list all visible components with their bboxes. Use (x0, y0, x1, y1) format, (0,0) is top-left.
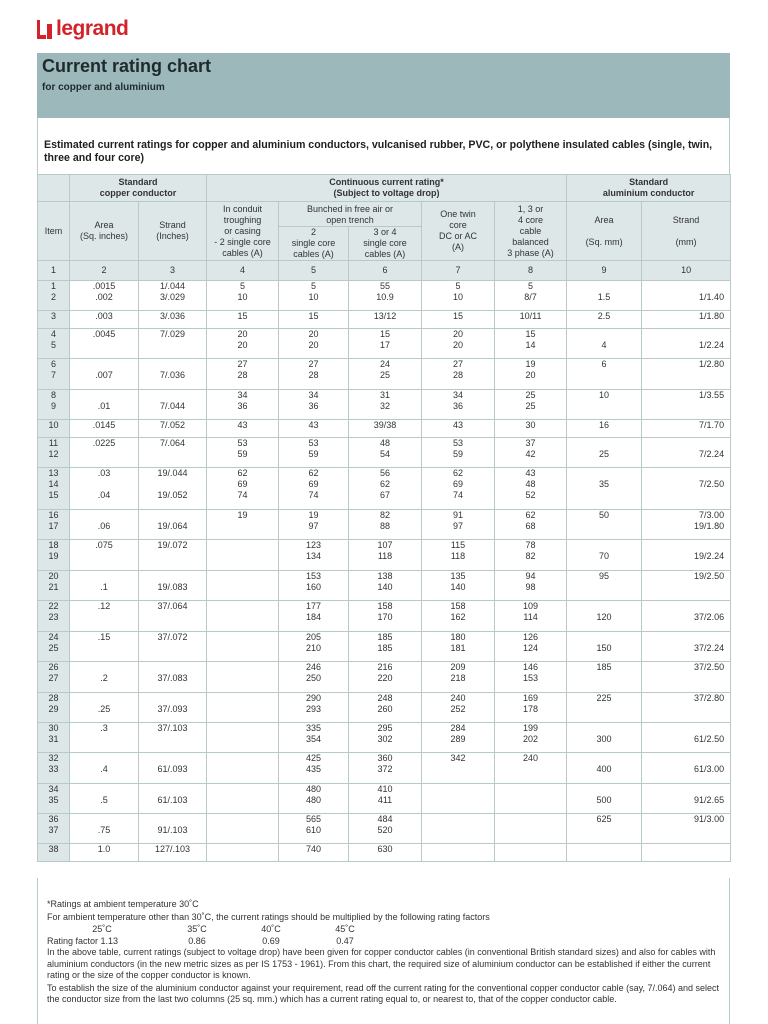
continuous-group-header: Continuous current rating* (Subject to voltage drop) (207, 175, 567, 202)
item-cell: 8 9 (38, 390, 70, 420)
area-cell: .01 (70, 390, 139, 420)
item-cell: 26 27 (38, 662, 70, 693)
item-cell: 24 25 (38, 632, 70, 662)
al-area-cell: 35 (567, 468, 642, 510)
rating-factor-label: Rating factor 1.13 (47, 935, 119, 946)
brand-name: legrand (56, 17, 129, 40)
table-row (38, 468, 731, 510)
bunched-34-cell: 55 10.9 (349, 281, 422, 311)
al-area-cell (567, 844, 642, 862)
table-row (38, 662, 731, 693)
area-cell: .5 (70, 784, 139, 814)
strand-cell: 61/.103 (139, 784, 207, 814)
area-cell: .0225 (70, 438, 139, 468)
bunched-34-cell: 31 32 (349, 390, 422, 420)
al-strand-cell: 19/2.24 (642, 540, 731, 571)
bunched-34-cell: 13/12 (349, 311, 422, 329)
table-row (38, 753, 731, 784)
conduit-cell: 53 59 (207, 438, 279, 468)
table-row (38, 601, 731, 632)
core-134-cell: 169 178 (495, 693, 567, 723)
core-134-cell (495, 784, 567, 814)
strand-cell: 61/.093 (139, 753, 207, 784)
factor-intro: For ambient temperature other than 30˚C, the current ratings should be multiplied by the following rating factors (47, 911, 490, 922)
factor-value: 0.47 (336, 935, 354, 946)
legrand-logo (37, 17, 128, 41)
bunched-34-cell: 82 88 (349, 510, 422, 540)
strand-cell: 37/.103 (139, 723, 207, 753)
conduit-cell: 27 28 (207, 359, 279, 390)
strand-cell: 7/.064 (139, 438, 207, 468)
table-row (38, 329, 731, 359)
al-area-cell: 16 (567, 420, 642, 438)
conduit-cell: 15 (207, 311, 279, 329)
bunched-2-cell: 20 20 (279, 329, 349, 359)
table-row (38, 390, 731, 420)
conduit-cell (207, 662, 279, 693)
al-strand-cell: 37/2.24 (642, 632, 731, 662)
table-row (38, 510, 731, 540)
table-row (38, 281, 731, 311)
area-cell: .007 (70, 359, 139, 390)
col-number: 4 (207, 261, 279, 281)
al-area-cell: 70 (567, 540, 642, 571)
col-number: 3 (139, 261, 207, 281)
table-row (38, 693, 731, 723)
core-134-cell: 62 68 (495, 510, 567, 540)
temperature-row (47, 924, 722, 936)
area-cell: .0045 (70, 329, 139, 359)
bunched-2-cell: 62 69 74 (279, 468, 349, 510)
item-cell: 11 12 (38, 438, 70, 468)
twin-cell (422, 814, 495, 844)
bunched-34-cell: 48 54 (349, 438, 422, 468)
temp-value: 45˚C (335, 924, 355, 934)
factor-value: 0.69 (262, 935, 280, 946)
strand-cell: 7/.036 (139, 359, 207, 390)
area-cell: .03 .04 (70, 468, 139, 510)
twin-cell: 20 20 (422, 329, 495, 359)
strand-cell: 19/.072 (139, 540, 207, 571)
explanation-paragraph: In the above table, current ratings (subject to voltage drop) have been given for copper conductor cables (in conventional British standard sizes) and also for cables with aluminium conductors (in the new metric sizes as per IS 1753 - 1961). From this chart, the required size of aluminium conductor can be established if either the current rating or the size of the copper conductor is known. (47, 947, 716, 980)
conduit-cell: 43 (207, 420, 279, 438)
col-134-header: 1, 3 or 4 core cable balanced 3 phase (A) (495, 202, 567, 261)
area-cell: .1 (70, 571, 139, 601)
bunched-34-cell: 15 17 (349, 329, 422, 359)
item-cell: 32 33 (38, 753, 70, 784)
al-area-cell: 2.5 (567, 311, 642, 329)
twin-cell: 342 (422, 753, 495, 784)
strand-cell: 3/.036 (139, 311, 207, 329)
al-area-cell: 120 (567, 601, 642, 632)
twin-cell: 62 69 74 (422, 468, 495, 510)
aluminium-group-header: Standard aluminium conductor (567, 175, 731, 202)
area-cell: .0015 .002 (70, 281, 139, 311)
al-area-cell: 150 (567, 632, 642, 662)
core-134-cell (495, 814, 567, 844)
area-cell: .0145 (70, 420, 139, 438)
bunched-34-cell: 248 260 (349, 693, 422, 723)
bunched-34-cell: 158 170 (349, 601, 422, 632)
instruction-paragraph: To establish the size of the aluminium conductor against your requirement, read off the current rating for the conventional copper conductor cable (say, 7/.064) and select the conductor size from the last two columns (25 sq. mm.) which has a current rating equal to, or nearest to, that of the copper conductor cable. (47, 982, 720, 1004)
table-row (38, 311, 731, 329)
bunched-2-cell: 27 28 (279, 359, 349, 390)
area-cell: .75 (70, 814, 139, 844)
strand-cell: 7/.029 (139, 329, 207, 359)
ambient-note: *Ratings at ambient temperature 30˚C (47, 899, 199, 909)
area-cell: .075 (70, 540, 139, 571)
core-134-cell: 5 8/7 (495, 281, 567, 311)
conduit-cell (207, 753, 279, 784)
strand-cell: 1/.044 3/.029 (139, 281, 207, 311)
item-cell: 28 29 (38, 693, 70, 723)
twin-cell: 158 162 (422, 601, 495, 632)
area-cell: .06 (70, 510, 139, 540)
twin-cell: 240 252 (422, 693, 495, 723)
twin-cell: 34 36 (422, 390, 495, 420)
table-row (38, 632, 731, 662)
bunched-2-cell: 246 250 (279, 662, 349, 693)
bunched-label: Bunched in free air or open trench (279, 202, 421, 227)
item-cell: 4 5 (38, 329, 70, 359)
core-134-cell: 94 98 (495, 571, 567, 601)
conduit-cell: 34 36 (207, 390, 279, 420)
bunched-2-cell: 53 59 (279, 438, 349, 468)
strand-cell: 37/.093 (139, 693, 207, 723)
page-title: Current rating chart (42, 56, 212, 76)
core-134-cell: 43 48 52 (495, 468, 567, 510)
strand-cell: 19/.083 (139, 571, 207, 601)
item-cell: 6 7 (38, 359, 70, 390)
item-cell: 3 (38, 311, 70, 329)
bunched-2-cell: 19 97 (279, 510, 349, 540)
temp-value: 35˚C (187, 924, 207, 934)
col-strand-header: Strand (Inches) (139, 202, 207, 261)
conduit-cell (207, 814, 279, 844)
core-134-cell: 19 20 (495, 359, 567, 390)
al-strand-cell: 1/2.24 (642, 329, 731, 359)
al-area-cell: 1.5 (567, 281, 642, 311)
strand-cell: 7/.052 (139, 420, 207, 438)
al-strand-cell: 1/1.80 (642, 311, 731, 329)
item-cell: 36 37 (38, 814, 70, 844)
al-strand-cell: 7/2.24 (642, 438, 731, 468)
area-cell: .4 (70, 753, 139, 784)
core-134-cell: 37 42 (495, 438, 567, 468)
twin-cell: 115 118 (422, 540, 495, 571)
conduit-cell (207, 571, 279, 601)
twin-cell: 5 10 (422, 281, 495, 311)
core-134-cell: 199 202 (495, 723, 567, 753)
area-cell: 1.0 (70, 844, 139, 862)
bunched-2-cell: 15 (279, 311, 349, 329)
al-area-cell: 10 (567, 390, 642, 420)
al-strand-cell: 7/3.00 19/1.80 (642, 510, 731, 540)
bunched-34-cell: 39/38 (349, 420, 422, 438)
item-cell: 30 31 (38, 723, 70, 753)
col-number: 7 (422, 261, 495, 281)
al-strand-cell (642, 844, 731, 862)
bunched-2-cell: 425 435 (279, 753, 349, 784)
temp-value: 40˚C (261, 924, 281, 934)
twin-cell: 43 (422, 420, 495, 438)
table-row (38, 844, 731, 862)
col-number: 6 (349, 261, 422, 281)
al-strand-cell: 61/2.50 (642, 723, 731, 753)
strand-cell: 37/.064 (139, 601, 207, 632)
bunched-2-cell: 565 610 (279, 814, 349, 844)
al-strand-cell: 37/2.06 (642, 601, 731, 632)
table-row (38, 784, 731, 814)
core-134-cell: 15 14 (495, 329, 567, 359)
al-area-cell: 6 (567, 359, 642, 390)
column-number-row (38, 261, 731, 281)
bunched-34-cell: 295 302 (349, 723, 422, 753)
bunched-2-cell: 480 480 (279, 784, 349, 814)
col-bunched-header (279, 202, 422, 261)
bunched-34-cell: 484 520 (349, 814, 422, 844)
al-strand-cell: 19/2.50 (642, 571, 731, 601)
col-number: 10 (642, 261, 731, 281)
footer-notes (37, 878, 730, 1024)
bunched-2-cell: 34 36 (279, 390, 349, 420)
core-134-cell: 30 (495, 420, 567, 438)
bunched-34-cell: 107 118 (349, 540, 422, 571)
legrand-logo-mark-icon (37, 20, 52, 39)
core-134-cell: 240 (495, 753, 567, 784)
twin-cell (422, 844, 495, 862)
table-body (38, 281, 731, 862)
bunched-2-cell: 290 293 (279, 693, 349, 723)
core-134-cell: 25 25 (495, 390, 567, 420)
bunched-2-cell: 740 (279, 844, 349, 862)
bunched-2-cell: 123 134 (279, 540, 349, 571)
strand-cell: 91/.103 (139, 814, 207, 844)
area-cell: .2 (70, 662, 139, 693)
twin-cell: 135 140 (422, 571, 495, 601)
col-conduit-header: In conduit troughing or casing - 2 single core cables (A) (207, 202, 279, 261)
conduit-cell: 5 10 (207, 281, 279, 311)
conduit-cell (207, 784, 279, 814)
item-cell: 1 2 (38, 281, 70, 311)
col-twin-header: One twin core DC or AC (A) (422, 202, 495, 261)
col-bunched-34-header: 3 or 4 single core cables (A) (363, 227, 407, 259)
al-strand-cell: 37/2.50 (642, 662, 731, 693)
table-row (38, 420, 731, 438)
area-cell: .3 (70, 723, 139, 753)
bunched-2-cell: 335 354 (279, 723, 349, 753)
al-strand-cell: 7/2.50 (642, 468, 731, 510)
twin-cell: 15 (422, 311, 495, 329)
current-rating-table (37, 174, 731, 862)
al-area-cell: 95 (567, 571, 642, 601)
al-strand-cell: 7/1.70 (642, 420, 731, 438)
col-number: 8 (495, 261, 567, 281)
item-cell: 10 (38, 420, 70, 438)
al-area-cell: 400 (567, 753, 642, 784)
bunched-34-cell: 138 140 (349, 571, 422, 601)
al-area-cell: 4 (567, 329, 642, 359)
strand-cell: 7/.044 (139, 390, 207, 420)
conduit-cell (207, 540, 279, 571)
item-cell: 22 23 (38, 601, 70, 632)
page-subtitle: for copper and aluminium (42, 82, 165, 93)
copper-group-header: Standard copper conductor (70, 175, 207, 202)
al-area-cell: 500 (567, 784, 642, 814)
conduit-cell (207, 693, 279, 723)
table-row (38, 438, 731, 468)
conduit-cell: 19 (207, 510, 279, 540)
twin-cell (422, 784, 495, 814)
al-area-cell: 185 (567, 662, 642, 693)
temp-value: 25˚C (92, 924, 112, 934)
al-strand-cell: 1/2.80 (642, 359, 731, 390)
col-number: 5 (279, 261, 349, 281)
area-cell: .25 (70, 693, 139, 723)
core-134-cell: 109 114 (495, 601, 567, 632)
strand-cell: 37/.083 (139, 662, 207, 693)
table-row (38, 571, 731, 601)
item-cell: 16 17 (38, 510, 70, 540)
strand-cell: 19/.044 19/.052 (139, 468, 207, 510)
table-row (38, 814, 731, 844)
conduit-cell (207, 632, 279, 662)
col-number: 2 (70, 261, 139, 281)
col-al-area-header: Area (Sq. mm) (567, 202, 642, 261)
al-area-cell: 625 (567, 814, 642, 844)
item-cell: 38 (38, 844, 70, 862)
bunched-34-cell: 630 (349, 844, 422, 862)
bunched-2-cell: 177 184 (279, 601, 349, 632)
al-area-cell: 50 (567, 510, 642, 540)
item-cell: 34 35 (38, 784, 70, 814)
core-134-cell: 10/11 (495, 311, 567, 329)
col-number: 1 (38, 261, 70, 281)
al-strand-cell: 91/2.65 (642, 784, 731, 814)
table-row (38, 540, 731, 571)
area-cell: .15 (70, 632, 139, 662)
table-row (38, 359, 731, 390)
col-bunched-2-header: 2 single core cables (A) (279, 227, 349, 260)
twin-cell: 91 97 (422, 510, 495, 540)
item-cell: 13 14 15 (38, 468, 70, 510)
bunched-2-cell: 205 210 (279, 632, 349, 662)
item-cell: 18 19 (38, 540, 70, 571)
conduit-cell (207, 844, 279, 862)
core-134-cell: 146 153 (495, 662, 567, 693)
bunched-2-cell: 43 (279, 420, 349, 438)
header-blank (38, 175, 70, 202)
intro-section (37, 118, 730, 174)
twin-cell: 27 28 (422, 359, 495, 390)
conduit-cell: 20 20 (207, 329, 279, 359)
twin-cell: 53 59 (422, 438, 495, 468)
col-al-strand-header: Strand (mm) (642, 202, 731, 261)
al-area-cell: 25 (567, 438, 642, 468)
bunched-2-cell: 153 160 (279, 571, 349, 601)
bunched-2-cell: 5 10 (279, 281, 349, 311)
twin-cell: 284 289 (422, 723, 495, 753)
al-area-cell: 300 (567, 723, 642, 753)
twin-cell: 180 181 (422, 632, 495, 662)
bunched-34-cell: 56 62 67 (349, 468, 422, 510)
twin-cell: 209 218 (422, 662, 495, 693)
factor-value: 0.86 (188, 935, 206, 946)
col-number: 9 (567, 261, 642, 281)
bunched-34-cell: 216 220 (349, 662, 422, 693)
area-cell: .003 (70, 311, 139, 329)
title-band (37, 53, 730, 118)
rating-factor-row (47, 936, 722, 948)
bunched-34-cell: 410 411 (349, 784, 422, 814)
al-strand-cell: 37/2.80 (642, 693, 731, 723)
intro-text: Estimated current ratings for copper and aluminium conductors, vulcanised rubber, PVC, or polythene insulated cables (single, twin, three and four core) (44, 139, 713, 164)
conduit-cell (207, 601, 279, 632)
al-strand-cell: 1/3.55 (642, 390, 731, 420)
col-area-header: Area (Sq. inches) (70, 202, 139, 261)
bunched-34-cell: 185 185 (349, 632, 422, 662)
strand-cell: 127/.103 (139, 844, 207, 862)
col-item-header: Item (38, 202, 70, 261)
al-strand-cell: 61/3.00 (642, 753, 731, 784)
conduit-cell (207, 723, 279, 753)
strand-cell: 37/.072 (139, 632, 207, 662)
al-strand-cell: 91/3.00 (642, 814, 731, 844)
table-row (38, 723, 731, 753)
strand-cell: 19/.064 (139, 510, 207, 540)
bunched-34-cell: 24 25 (349, 359, 422, 390)
bunched-34-cell: 360 372 (349, 753, 422, 784)
al-strand-cell: 1/1.40 (642, 281, 731, 311)
area-cell: .12 (70, 601, 139, 632)
conduit-cell: 62 69 74 (207, 468, 279, 510)
al-area-cell: 225 (567, 693, 642, 723)
core-134-cell: 126 124 (495, 632, 567, 662)
item-cell: 20 21 (38, 571, 70, 601)
core-134-cell: 78 82 (495, 540, 567, 571)
core-134-cell (495, 844, 567, 862)
